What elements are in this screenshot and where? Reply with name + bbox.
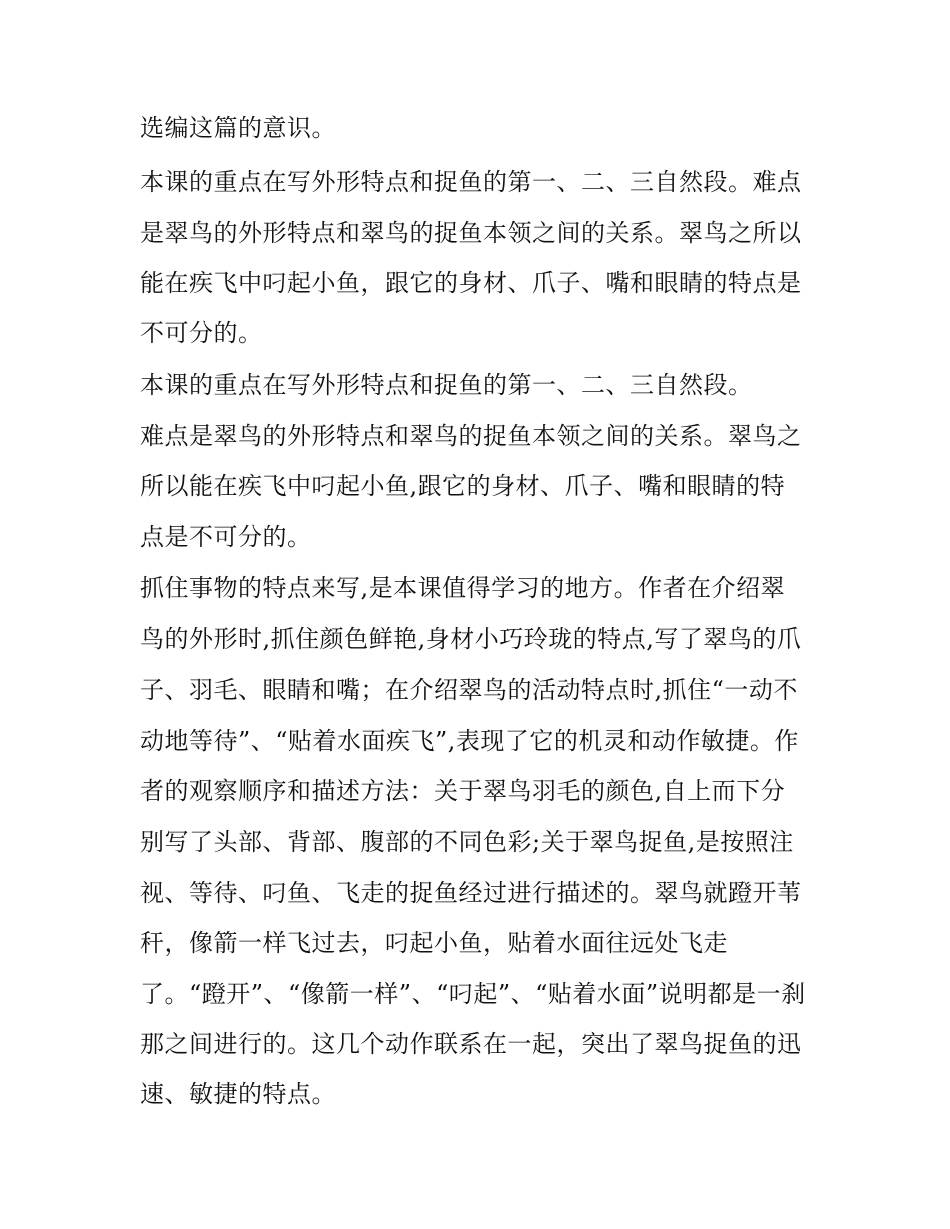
text-line: 者的观察顺序和描述方法：关于翠鸟羽毛的颜色,自上而下分 xyxy=(140,777,786,805)
text-line: 抓住事物的特点来写,是本课值得学习的地方。作者在介绍翠 xyxy=(140,574,786,602)
text-line: 秆，像箭一样飞过去，叼起小鱼，贴着水面往远处飞走 xyxy=(140,929,728,957)
text-line: 速、敏捷的特点。 xyxy=(140,1080,336,1108)
text-line: 本课的重点在写外形特点和捉鱼的第一、二、三自然段。 xyxy=(140,371,753,399)
text-line: 难点是翠鸟的外形特点和翠鸟的捉鱼本领之间的关系。翠鸟之 xyxy=(140,422,802,450)
text-line: 能在疾飞中叼起小鱼，跟它的身材、爪子、嘴和眼睛的特点是 xyxy=(140,269,802,297)
text-line: 不可分的。 xyxy=(140,319,263,347)
text-line: 视、等待、叼鱼、飞走的捉鱼经过进行描述的。翠鸟就蹬开苇 xyxy=(140,879,802,907)
text-line: 鸟的外形时,抓住颜色鲜艳,身材小巧玲珑的特点,写了翠鸟的爪 xyxy=(140,625,802,653)
text-line: 动地等待”、“贴着水面疾飞”,表现了它的机灵和动作敏捷。作 xyxy=(140,727,799,755)
text-line: 是翠鸟的外形特点和翠鸟的捉鱼本领之间的关系。翠鸟之所以 xyxy=(140,219,802,247)
text-line: 别写了头部、背部、腹部的不同色彩;关于翠鸟捉鱼,是按照注 xyxy=(140,828,794,856)
text-line: 了。“蹬开”、“像箭一样”、“叼起”、“贴着水面”说明都是一刹 xyxy=(140,980,806,1008)
text-line: 子、羽毛、眼睛和嘴；在介绍翠鸟的活动特点时,抓住“一动不 xyxy=(140,676,798,704)
text-line: 那之间进行的。这几个动作联系在一起，突出了翠鸟捉鱼的迅 xyxy=(140,1030,802,1058)
text-line: 选编这篇的意识。 xyxy=(140,114,336,142)
text-line: 本课的重点在写外形特点和捉鱼的第一、二、三自然段。难点 xyxy=(140,168,802,196)
text-line: 点是不可分的。 xyxy=(140,523,312,551)
text-line: 所以能在疾飞中叼起小鱼,跟它的身材、爪子、嘴和眼睛的特 xyxy=(140,472,786,500)
